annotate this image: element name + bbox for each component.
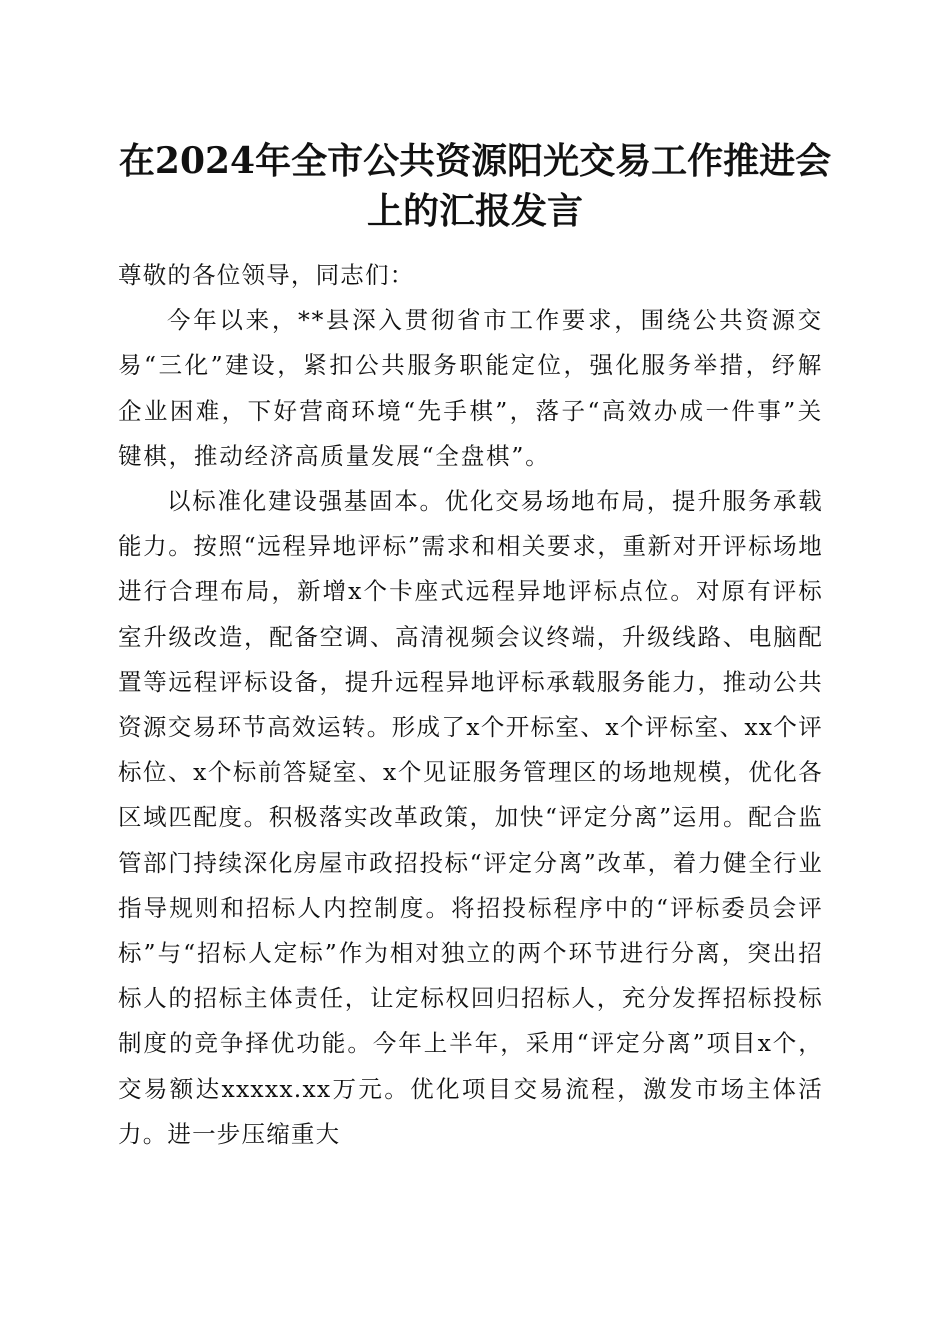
title-line-1: 在2024年全市公共资源阳光交易工作推进会 [118, 140, 832, 182]
paragraph-intro: 今年以来，**县深入贯彻省市工作要求，围绕公共资源交易“三化”建设，紧扣公共服务职能定位，强化服务举措，纾解企业困难，下好营商环境“先手棋”，落子“高效办成一件事”关键棋，推动经济高质量发展“全盘棋”。 [118, 306, 823, 470]
document-body [118, 253, 823, 1157]
document-title [110, 136, 840, 236]
paragraph-standardization: 以标准化建设强基固本。优化交易场地布局，提升服务承载能力。按照“远程异地评标”需求和相关要求，重新对开评标场地进行合理布局，新增x个卡座式远程异地评标点位。对原有评标室升级改造，配备空调、高清视频会议终端，升级线路、电脑配置等远程评标设备，提升远程异地评标承载服务能力，推动公共资源交易环节高效运转。形成了x个开标室、x个评标室、xx个评标位、x个标前答疑室、x个见证服务管理区的场地规模，优化各区域匹配度。积极落实改革政策，加快“评定分离”运用。配合监管部门持续深化房屋市政招投标“评定分离”改革，着力健全行业指导规则和招标人内控制度。将招投标程序中的“评标委员会评标”与“招标人定标”作为相对独立的两个环节进行分离，突出招标人的招标主体责任，让定标权回归招标人，充分发挥招标投标制度的竞争择优功能。今年上半年，采用“评定分离”项目x个，交易额达xxxxx.xx万元。优化项目交易流程，激发市场主体活力。进一步压缩重大 [118, 487, 823, 1148]
salutation: 尊敬的各位领导，同志们： [118, 261, 415, 289]
title-line-2: 上的汇报发言 [366, 190, 583, 232]
